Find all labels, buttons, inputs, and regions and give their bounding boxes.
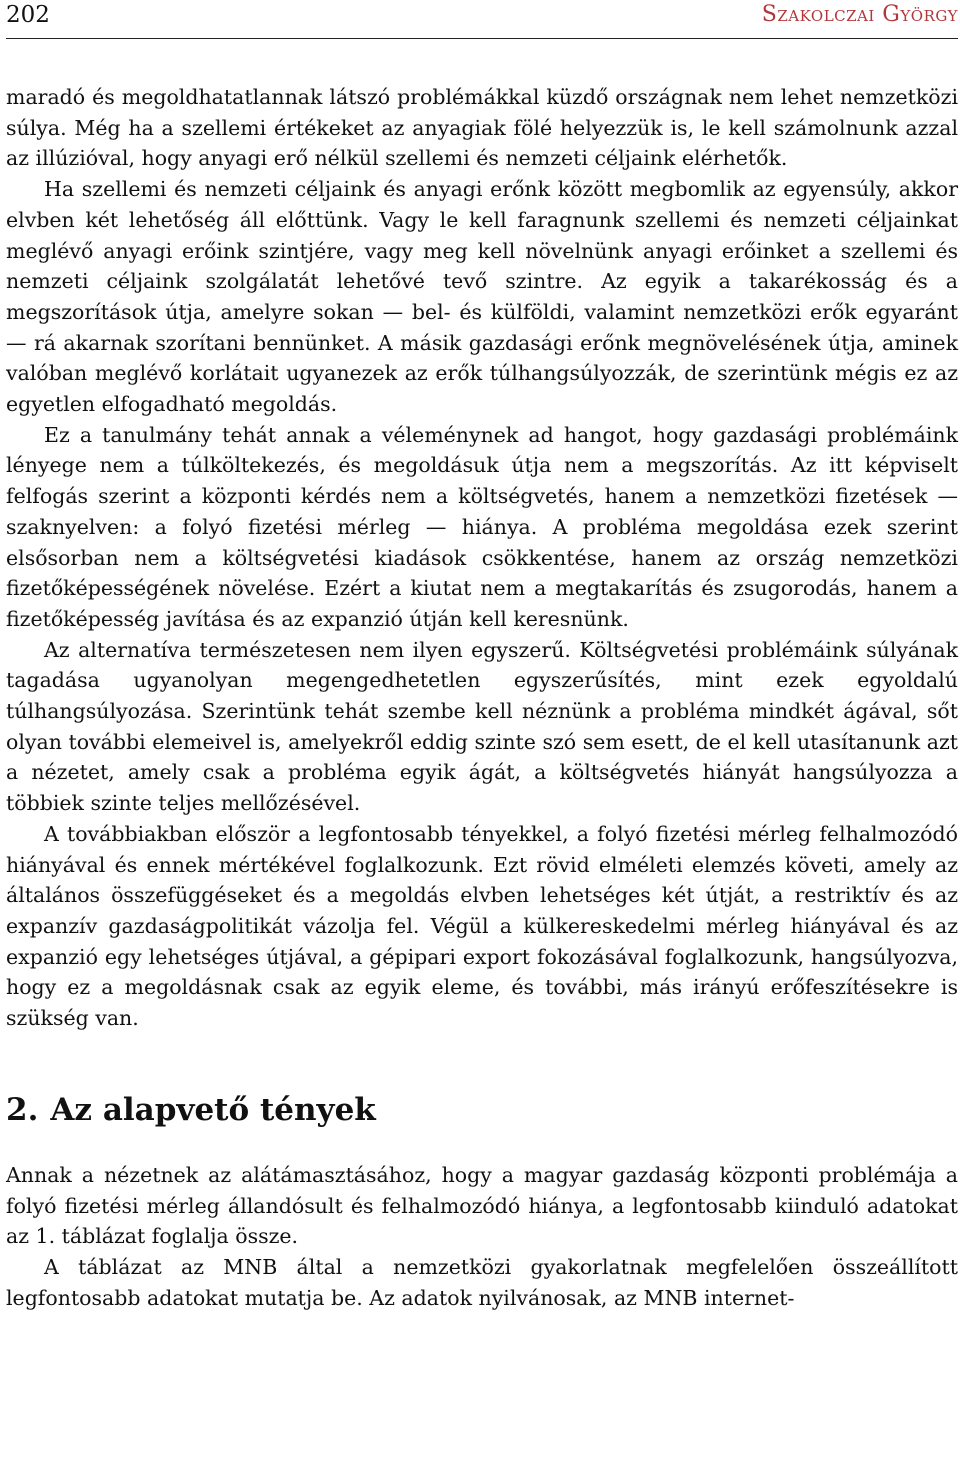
paragraph: A táblázat az MNB által a nemzetközi gyakorlatnak megfelelően összeállított legfontosabb adatokat mutatja be. Az adatok nyilvánosak, az MNB internet- [6, 1254, 958, 1310]
paragraph: Ez a tanulmány tehát annak a véleménynek ad hangot, hogy gazdasági problémáink lényege nem a túlköltekezés, és megoldásuk útja nem a megszorítás. Az itt képviselt felfogás szerint a központi kérdés nem a költségvetés, hanem a nemzetközi fizetések — szaknyelven: a folyó fizetési mérleg — hiánya. A probléma megoldása ezek szerint elsősorban nem a költségvetési kiadások csökkentése, hanem az ország nemzetközi fizetőképességének növelése. Ezért a kiutat nem a megtakarítás és zsugorodás, hanem a fizetőképesség javítása és az expanzió útján kell keresnünk. [6, 422, 958, 631]
paragraph: Annak a nézetnek az alátámasztásához, hogy a magyar gazdaság központi problémája a folyó fizetési mérleg állandósult és felhalmozódó hiánya, a legfontosabb kiinduló adatokat az 1. táblázat foglalja össze. [6, 1162, 958, 1249]
section-number: 2. [6, 1091, 39, 1128]
running-header [6, 0, 958, 39]
running-author: Szakolczai György [761, 2, 958, 27]
paragraph: Az alternatíva természetesen nem ilyen egyszerű. Költségvetési problémáink súlyának tagadása ugyanolyan megengedhetetlen egyszerűsítés, mint ezek egyoldalú túlhangsúlyozása. Szerintünk tehát szembe kell néznünk a probléma mindkét ágával, sőt olyan további elemeivel is, amelyekről eddig szinte szó sem esett, de el kell utasítanunk azt a nézetet, amely csak a probléma egyik ágát, a költségvetés hiányát hangsúlyozza a többiek szinte teljes mellőzésével. [6, 637, 958, 816]
body-text [6, 82, 958, 1313]
page-number: 202 [6, 2, 50, 28]
paragraph: A továbbiakban először a legfontosabb tényekkel, a folyó fizetési mérleg felhalmozódó hiányával és ennek mértékével foglalkozunk. Ezt rövid elméleti elemzés követi, amely az általános összefüggéseket és a megoldás elvben lehetséges két útját, a restriktív és az expanzív gazdaságpolitikát vázolja fel. Végül a külkereskedelmi mérleg hiányával és az expanzió egy lehetséges útjával, a gépipari export fokozásával foglalkozunk, hangsúlyozva, hogy ez a megoldásnak csak az egyik eleme, és további, más irányú erőfeszítésekre is szükség van. [6, 821, 958, 1031]
section-heading [6, 1090, 958, 1130]
paragraph: maradó és megoldhatatlannak látszó problémákkal küzdő országnak nem lehet nemzetközi súlya. Még ha a szellemi értékeket az anyagiak fölé helyezzük is, le kell számolnunk azzal az illúzióval, hogy anyagi erő nélkül szellemi és nemzeti céljaink elérhetők. [6, 85, 958, 171]
section-title: Az alapvető tények [50, 1091, 376, 1128]
paragraph: Ha szellemi és nemzeti céljaink és anyagi erőnk között megbomlik az egyensúly, akkor elvben két lehetőség áll előttünk. Vagy le kell faragnunk szellemi és nemzeti céljainkat meglévő anyagi erőink szintjére, vagy meg kell növelnünk anyagi erőinket a szellemi és nemzeti céljaink szolgálatát lehetővé tevő szintre. Az egyik a takarékosság és a megszorítások útja, amelyre sokan — bel- és külföldi, valamint nemzetközi erők egyaránt — rá akarnak szorítani bennünket. A másik gazdasági erőnk megnövelésének útja, aminek valóban meglévő korlátait ugyanezek az erők túlhangsúlyozzák, de szerintünk mégis ez az egyetlen elfogadható megoldás. [6, 177, 958, 417]
